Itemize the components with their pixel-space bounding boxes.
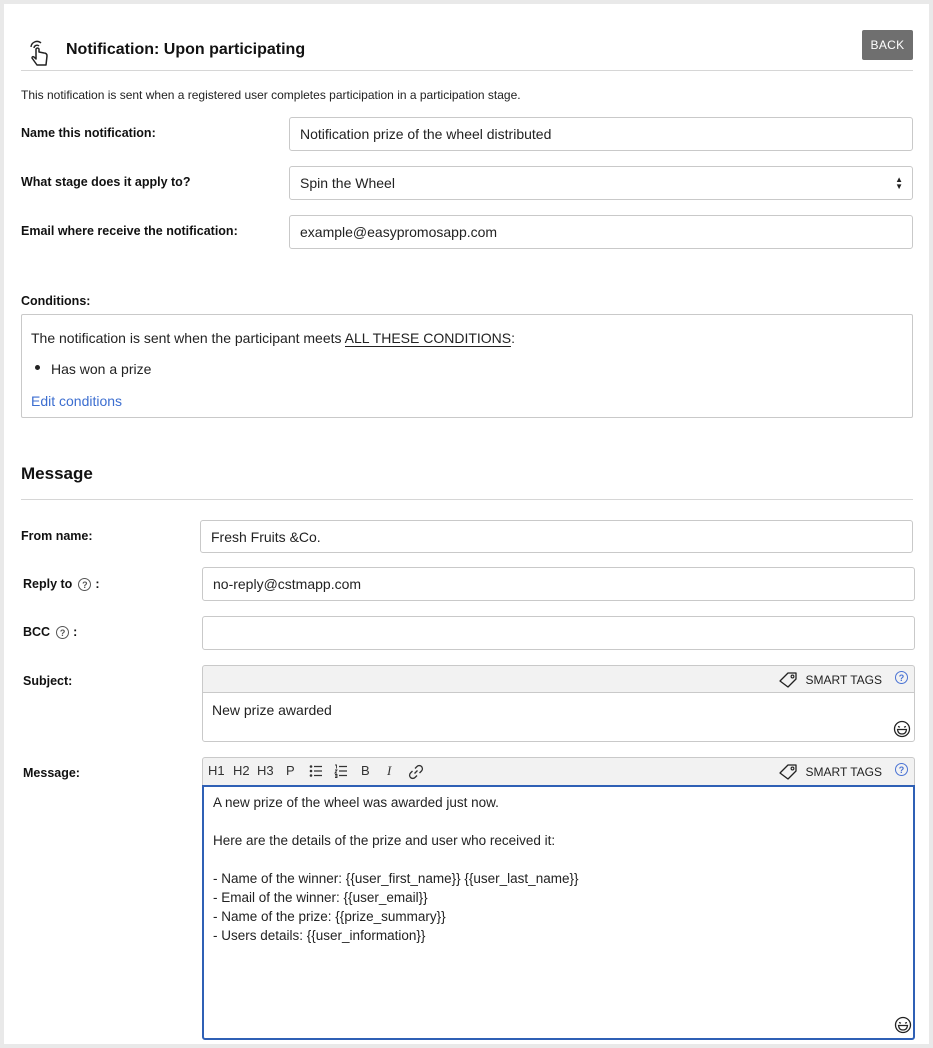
from-name-value: Fresh Fruits &Co. [211,528,321,545]
tag-icon [778,671,798,689]
tap-hand-icon [26,38,52,68]
paragraph-button[interactable]: P [286,763,295,778]
tag-icon [778,763,798,781]
h3-button[interactable]: H3 [257,763,274,778]
link-icon[interactable] [408,764,424,780]
conditions-emphasis: ALL THESE CONDITIONS [344,330,512,346]
bcc-input[interactable] [202,616,915,650]
message-line: - Users details: {{user_information}} [213,928,426,943]
bcc-label: BCC ? : [23,625,78,639]
bullet-list-icon[interactable] [309,764,323,778]
email-input[interactable] [289,215,913,249]
from-name-input[interactable] [200,520,913,553]
help-icon[interactable]: ? [895,671,908,684]
help-icon[interactable]: ? [895,763,908,776]
subject-toolbar [202,665,915,693]
email-label: Email where receive the notification: [21,224,238,238]
message-line: - Name of the winner: {{user_first_name}} {{user_last_name}} [213,871,579,886]
subject-value: New prize awarded [212,702,332,718]
stage-select[interactable] [289,166,913,200]
message-line: A new prize of the wheel was awarded just now. [213,795,499,810]
notification-panel [4,4,929,1044]
divider [21,70,913,71]
back-button[interactable]: BACK [862,30,913,60]
edit-conditions-link[interactable]: Edit conditions [31,393,123,409]
select-arrows-icon: ▲ ▼ [895,175,903,191]
name-input-value: Notification prize of the wheel distributed [300,126,552,142]
message-editor[interactable] [202,785,915,1040]
smart-tags-button[interactable]: SMART TAGS [778,763,882,781]
reply-to-value: no-reply@cstmapp.com [213,576,362,592]
from-label: From name: [21,529,93,543]
message-section-title: Message [21,464,93,483]
bold-button[interactable]: B [361,763,370,778]
email-input-value: example@easypromosapp.com [300,224,498,240]
page-title: Notification: Upon participating [66,41,306,58]
italic-button[interactable]: I [387,763,392,778]
stage-label: What stage does it apply to? [21,175,191,189]
subject-input[interactable] [202,692,915,742]
subject-label: Subject: [23,674,73,688]
description-text: This notification is sent when a registered user completes participation in a participation stage. [21,88,521,102]
bullet-icon [35,365,40,370]
emoji-icon[interactable] [894,1016,912,1034]
message-line: Here are the details of the prize and user who received it: [213,833,556,848]
reply-to-label: Reply to ? : [23,577,100,591]
stage-select-value: Spin the Wheel [300,175,395,191]
message-line: - Name of the prize: {{prize_summary}} [213,909,446,924]
help-icon[interactable]: ? [56,626,69,639]
smart-tags-button[interactable]: SMART TAGS [778,671,882,689]
name-label: Name this notification: [21,126,156,140]
message-label: Message: [23,766,80,780]
numbered-list-icon[interactable] [334,764,348,778]
name-input[interactable] [289,117,913,151]
condition-item: Has won a prize [51,361,152,377]
emoji-icon[interactable] [893,720,911,738]
h1-button[interactable]: H1 [208,763,225,778]
message-line: - Email of the winner: {{user_email}} [213,890,428,905]
h2-button[interactable]: H2 [233,763,250,778]
divider [21,499,913,500]
conditions-intro: The notification is sent when the participant meets ALL THESE CONDITIONS: [31,330,515,346]
conditions-box [21,314,913,418]
message-toolbar [202,757,915,786]
reply-to-input[interactable] [202,567,915,601]
conditions-label: Conditions: [21,294,91,308]
help-icon[interactable]: ? [78,578,91,591]
